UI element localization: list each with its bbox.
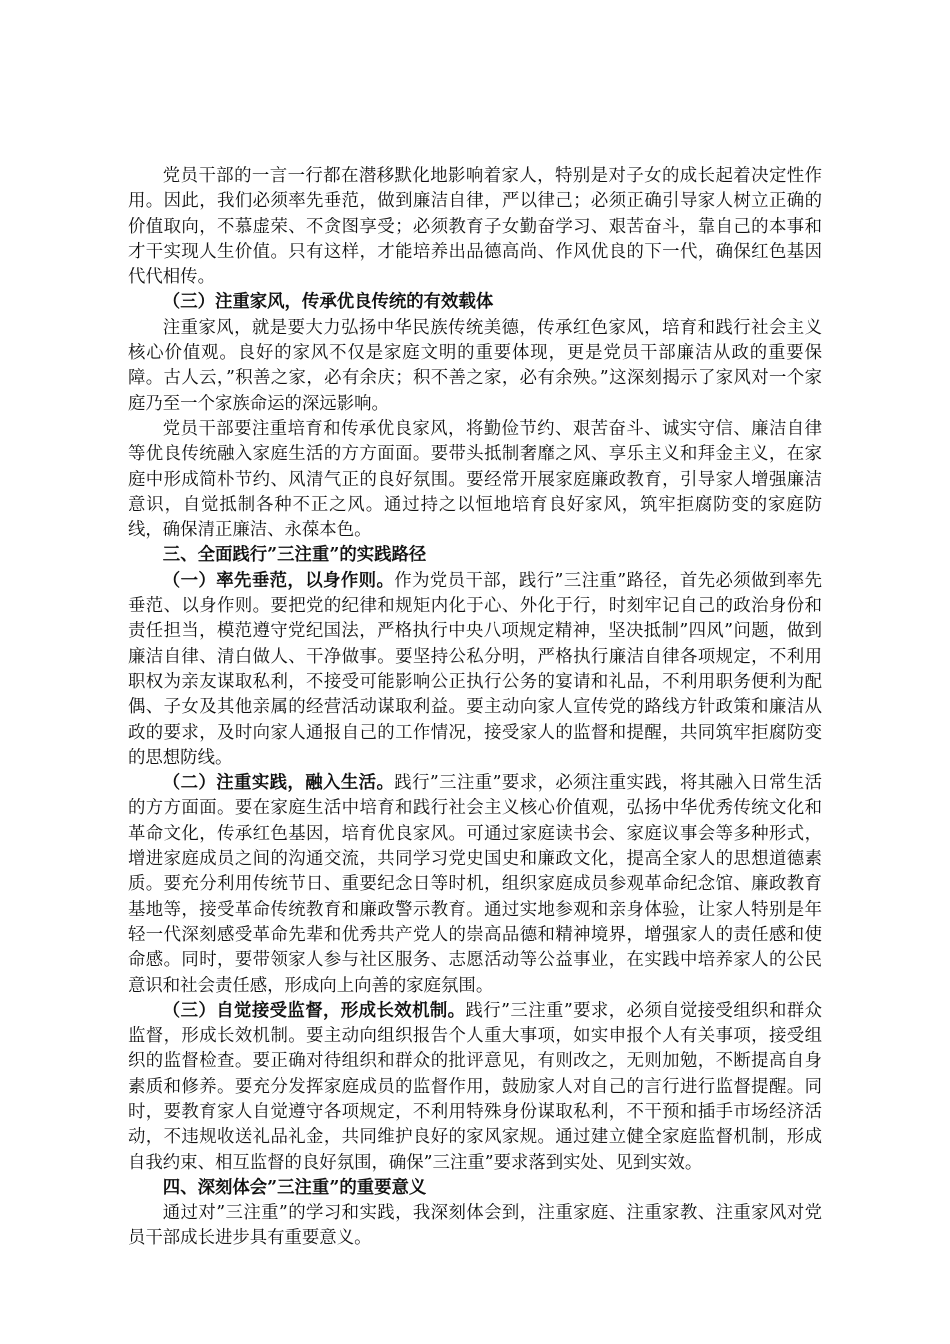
document-body: [128, 164, 822, 1252]
paragraph: 党员干部的一言一行都在潜移默化地影响着家人，特别是对子女的成长起着决定性作用。因此，我们必须率先垂范，做到廉洁自律，严以律己；必须正确引导家人树立正确的价值取向，不慕虚荣、不贪图享受；必须教育子女勤奋学习、艰苦奋斗，靠自己的本事和才干实现人生价值。只有这样，才能培养出品德高尚、作风优良的下一代，确保红色基因代代相传。: [128, 166, 822, 288]
paragraph: 通过对”三注重”的学习和实践，我深刻体会到，注重家庭、注重家教、注重家风对党员干部成长进步具有重要意义。: [128, 1203, 822, 1249]
lead-paragraph: [128, 999, 822, 1176]
section-heading: 三、全面践行”三注重”的实践路径: [162, 545, 427, 566]
paragraph-lead: （三）自觉接受监督，形成长效机制。: [162, 1000, 466, 1021]
lead-paragraph: [128, 771, 822, 999]
paragraph: 注重家风，就是要大力弘扬中华民族传统美德，传承红色家风，培育和践行社会主义核心价值观。良好的家风不仅是家庭文明的重要体现，更是党员干部廉洁从政的重要保障。古人云，”积善之家，必有余庆；积不善之家，必有余殃。”这深刻揭示了家风对一个家庭乃至一个家族命运的深远影响。: [128, 317, 822, 414]
paragraph-text: 作为党员干部，践行”三注重”路径，首先必须做到率先垂范、以身作则。要把党的纪律和规矩内化于心、外化于行，时刻牢记自己的政治身份和责任担当，模范遵守党纪国法，严格执行中央八项规定精神，坚决抵制”四风”问题，做到廉洁自律、清白做人、干净做事。要坚持公私分明，严格执行廉洁自律各项规定，不利用职权为亲友谋取私利，不接受可能影响公正执行公务的宴请和礼品，不利用职务便利为配偶、子女及其他亲属的经营活动谋取利益。要主动向家人宣传党的路线方针政策和廉洁从政的要求，及时向家人通报自己的工作情况，接受家人的监督和提醒，共同筑牢拒腐防变的思想防线。: [128, 570, 822, 768]
section-heading: 四、深刻体会”三注重”的重要意义: [162, 1177, 427, 1198]
paragraph-lead: （二）注重实践，融入生活。: [162, 773, 395, 794]
lead-paragraph: [128, 569, 822, 771]
paragraph-text: 践行”三注重”要求，必须自觉接受组织和群众监督，形成长效机制。要主动向组织报告个人重大事项，如实申报个人有关事项，接受组织的监督检查。要正确对待组织和群众的批评意见，有则改之，无则加勉，不断提高自身素质和修养。要充分发挥家庭成员的监督作用，鼓励家人对自己的言行进行监督提醒。同时，要教育家人自觉遵守各项规定，不利用特殊身份谋取私利，不干预和插手市场经济活动，不违规收送礼品礼金，共同维护良好的家风家规。通过建立健全家庭监督机制，形成自我约束、相互监督的良好氛围，确保”三注重”要求落到实处、见到实效。: [128, 1000, 822, 1173]
paragraph: 党员干部要注重培育和传承优良家风，将勤俭节约、艰苦奋斗、诚实守信、廉洁自律等优良传统融入家庭生活的方方面面。要带头抵制奢靡之风、享乐主义和拜金主义，在家庭中形成简朴节约、风清气正的良好氛围。要经常开展家庭廉政教育，引导家人增强廉洁意识，自觉抵制各种不正之风。通过持之以恒地培育良好家风，筑牢拒腐防变的家庭防线，确保清正廉洁、永葆本色。: [128, 418, 822, 541]
paragraph-text: 践行”三注重”要求，必须注重实践，将其融入日常生活的方方面面。要在家庭生活中培育和践行社会主义核心价值观，弘扬中华优秀传统文化和革命文化，传承红色基因，培育优良家风。可通过家庭读书会、家庭议事会等多种形式，增进家庭成员之间的沟通交流，共同学习党史国史和廉政文化，提高全家人的思想道德素质。要充分利用传统节日、重要纪念日等时机，组织家庭成员参观革命纪念馆、廉政教育基地等，接受革命传统教育和廉政警示教育。通过实地参观和亲身体验，让家人特别是年轻一代深刻感受革命先辈和优秀共产党人的崇高品德和精神境界，增强家人的责任感和使命感。同时，要带领家人参与社区服务、志愿活动等公益事业，在实践中培养家人的公民意识和社会责任感，形成向上向善的家庭氛围。: [128, 773, 822, 996]
paragraph-lead: （一）率先垂范，以身作则。: [162, 570, 395, 591]
section-heading: （三）注重家风，传承优良传统的有效载体: [162, 292, 494, 313]
